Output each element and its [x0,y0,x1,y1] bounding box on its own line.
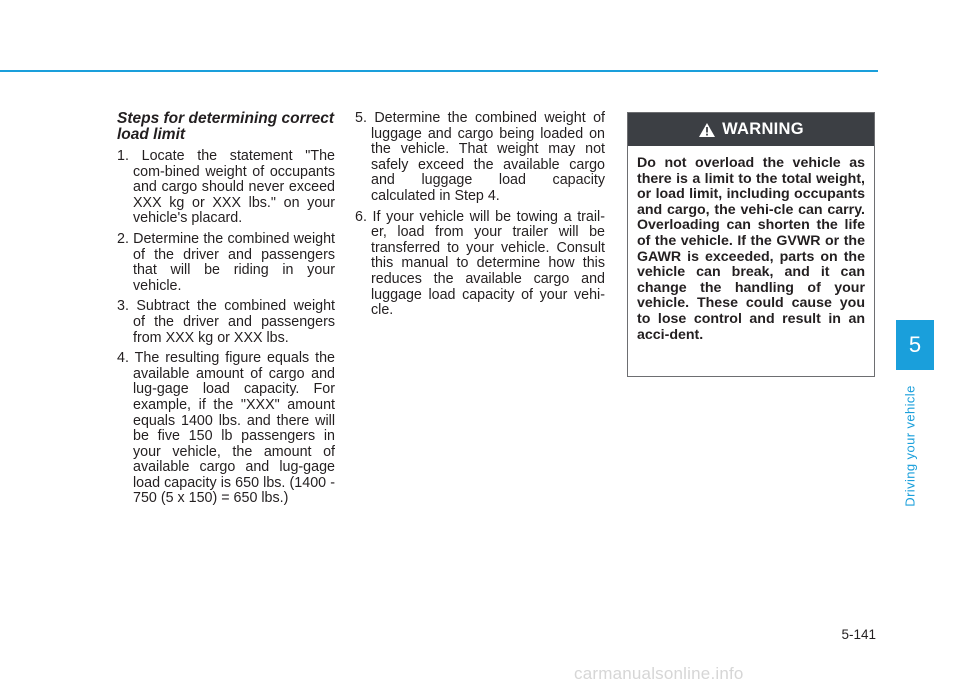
watermark: carmanualsonline.info [574,664,744,683]
step-item-3: 3. Subtract the combined weight of the driver and passengers from XXX kg or XXX lbs. [117,298,335,346]
step-item-2: 2. Determine the combined weight of the driver and passengers that will be riding in your vehicle. [117,230,335,294]
top-divider-line [0,70,878,72]
page-number: 5-141 [841,627,876,642]
steps-list [117,149,335,507]
section-heading: Steps for determining correct load limit [117,110,335,143]
step-item-6: 6. If your vehicle will be towing a trail-er, load from your trailer will be transferred to your vehicle. Consult this manual to determine how this reduces the available cargo and luggage load capacity of your vehi-cle. [355,208,605,319]
chapter-title-vertical [900,386,920,506]
left-column [117,111,335,512]
warning-title: WARNING [722,120,804,138]
warning-triangle-icon [698,122,716,138]
middle-column [355,111,605,324]
warning-box [627,112,875,377]
chapter-title-text: Driving your vehicle [902,385,918,507]
chapter-number-tab: 5 [896,320,934,370]
step-item-4: 4. The resulting figure equals the available amount of cargo and lug-gage load capacity. For example, if the "XXX" amount equals 1400 lbs. and there will be five 150 lb passengers in your vehicle, the amount of available cargo and lug-gage load capacity is 650 lbs. (1400 - 750 (5 x 150) = 650 lbs.) [117,350,335,507]
step-item-1: 1. Locate the statement "The com-bined weight of occupants and cargo should never exceed XXX kg or XXX lbs." on your vehicle's placard. [117,148,335,227]
steps-list-continued [355,111,605,319]
warning-text: Do not overload the vehicle as there is a limit to the total weight, or load limit, including occupants and cargo, the vehi-cle can carry. Overloading can shorten the life of the vehicle. If the GVWR or the GAWR is exceeded, parts on the vehicle can break, and it can change the handling of your vehicle. These could cause you to lose control and result in an acci-dent. [637,155,865,343]
warning-header [628,113,874,146]
step-item-5: 5. Determine the combined weight of luggage and cargo being loaded on the vehicle. That weight may not safely exceed the available cargo and luggage load capacity calculated in Step 4. [355,110,605,204]
